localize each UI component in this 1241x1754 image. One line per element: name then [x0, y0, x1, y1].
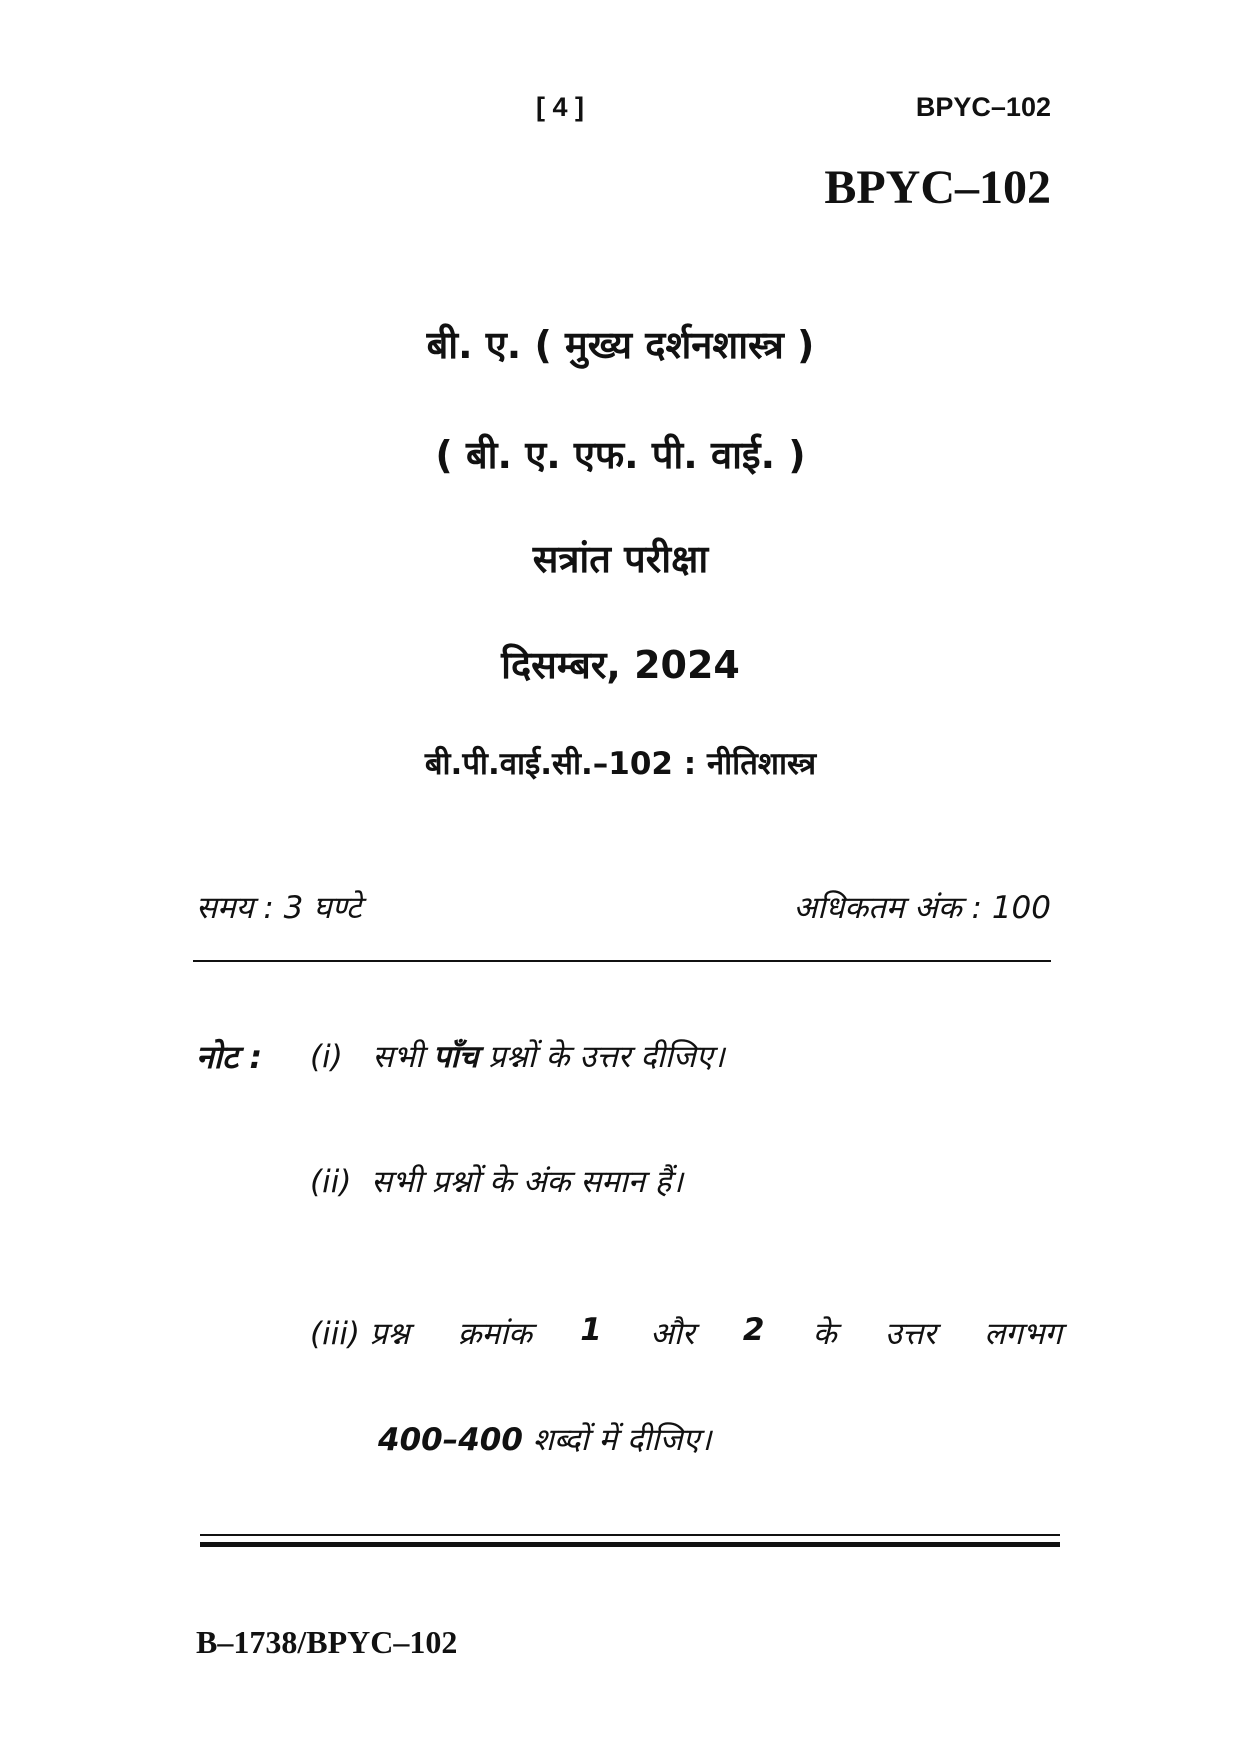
course-title: बी.पी.वाई.सी.–102 : नीतिशास्त्र: [424, 746, 817, 782]
programme-title: बी. ए. ( मुख्य दर्शनशास्त्र ): [426, 323, 815, 367]
note-item-3-continued: [378, 1418, 711, 1460]
note-item-2: [310, 1160, 683, 1202]
programme-code: ( बी. ए. एफ. पी. वाई. ): [435, 433, 806, 477]
note-1-pre: सभी: [372, 1039, 424, 1075]
note-2-number: (ii): [310, 1164, 352, 1200]
note-3-cont-text: शब्दों में दीजिए।: [532, 1422, 712, 1458]
note-3-word: और: [650, 1316, 695, 1352]
note-1-number: (i): [310, 1039, 343, 1075]
note-3-word: (iii) प्रश्न: [310, 1316, 410, 1352]
end-rule-thin: [200, 1534, 1060, 1536]
note-3-word-count: 400–400: [378, 1422, 523, 1458]
note-3-word: उत्तर: [884, 1316, 936, 1352]
exam-date: दिसम्बर, 2024: [501, 643, 740, 687]
note-3-word: लगभग: [984, 1316, 1062, 1352]
paper-code-title: BPYC–102: [824, 161, 1051, 214]
end-rule-thick: [200, 1542, 1060, 1547]
divider-line: [193, 960, 1051, 962]
max-marks: अधिकतम अंक : 100: [793, 890, 1051, 926]
note-item-3: [310, 1312, 1062, 1354]
exam-time: समय : 3 घण्टे: [196, 890, 362, 926]
note-1-post: प्रश्नों के उत्तर दीजिए।: [488, 1039, 725, 1075]
note-2-text: सभी प्रश्नों के अंक समान हैं।: [371, 1164, 684, 1200]
note-3-word: 2: [742, 1312, 765, 1348]
note-item-1: [310, 1035, 725, 1077]
page-number: [ 4 ]: [535, 92, 584, 122]
note-3-word: के: [812, 1316, 837, 1352]
note-3-word: क्रमांक: [457, 1316, 532, 1352]
exam-name: सत्रांत परीक्षा: [532, 537, 709, 581]
footer-code: B–1738/BPYC–102: [196, 1624, 458, 1660]
note-1-bold: पाँच: [433, 1039, 479, 1075]
paper-code-header: BPYC–102: [915, 92, 1051, 122]
note-3-word: 1: [580, 1312, 602, 1348]
note-label: नोट :: [196, 1038, 263, 1076]
